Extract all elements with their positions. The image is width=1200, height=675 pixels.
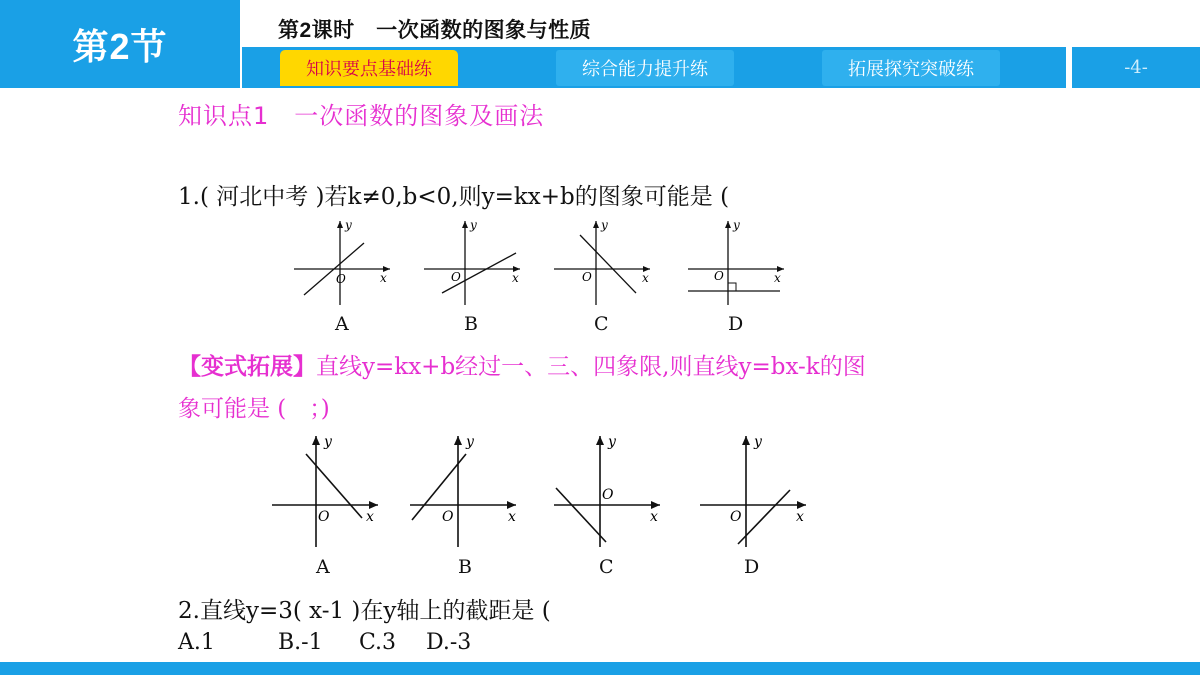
variant-graph-c-label: C — [599, 556, 614, 578]
variant-graph-b-origin: O — [442, 509, 454, 525]
q1-graph-a-y: y — [345, 218, 352, 232]
q1-graph-a-label: A — [335, 313, 349, 335]
q2-option-b: B.-1 — [278, 630, 323, 655]
q1-graph-c-origin: O — [582, 270, 592, 284]
q1-graph-d-x: x — [774, 271, 781, 285]
q1-graph-c-y: y — [601, 218, 608, 232]
q2-option-d: D.-3 — [426, 630, 472, 655]
variant-tag: 【变式拓展】 — [178, 354, 316, 380]
section-badge — [0, 0, 240, 88]
variant-graph-a — [268, 432, 388, 552]
q1-graph-b-x: x — [512, 271, 519, 285]
section-title: 第2节 — [72, 25, 168, 67]
q2-option-c: C.3 — [359, 630, 397, 655]
variant-line-2: 象可能是 ( ；) — [178, 396, 330, 422]
q1-graph-b-y: y — [470, 218, 477, 232]
tab-basic-practice[interactable]: 知识要点基础练 — [280, 50, 458, 86]
variant-graph-a-origin: O — [318, 509, 330, 525]
variant-graph-d-y: y — [754, 434, 762, 450]
variant-graph-b-x: x — [508, 509, 516, 525]
variant-graph-a-label: A — [316, 556, 330, 578]
question-1-text: 1.( 河北中考 )若k≠0,b<0,则y=kx+b的图象可能是 ( — [178, 184, 730, 210]
q1-graph-d-y: y — [733, 218, 740, 232]
bottom-bar — [0, 662, 1200, 675]
variant-graph-d-x: x — [796, 509, 804, 525]
q1-graph-a — [290, 215, 400, 310]
q1-graph-c — [550, 215, 660, 310]
q1-graph-c-label: C — [594, 313, 609, 335]
q1-graph-c-x: x — [642, 271, 649, 285]
knowledge-point-title: 知识点1 一次函数的图象及画法 — [178, 102, 545, 130]
variant-graph-d — [696, 432, 816, 552]
question-2-text: 2.直线y=3( x-1 )在y轴上的截距是 ( — [178, 598, 551, 624]
variant-graph-b — [406, 432, 526, 552]
q1-graph-d-origin: O — [714, 269, 724, 283]
variant-graph-b-y: y — [466, 434, 474, 450]
q1-graph-a-x: x — [380, 271, 387, 285]
variant-graph-c-y: y — [608, 434, 616, 450]
lesson-title: 第2课时 一次函数的图象与性质 — [278, 19, 592, 42]
q1-graph-b-origin: O — [451, 270, 461, 284]
q1-graph-d — [684, 215, 794, 310]
page-number-box — [1072, 47, 1200, 88]
q1-graph-a-origin: O — [336, 272, 346, 286]
variant-graph-b-label: B — [458, 556, 472, 578]
q1-graph-d-label: D — [728, 313, 744, 335]
variant-line-1 — [178, 348, 866, 381]
variant-graph-c-origin: O — [602, 487, 614, 503]
q1-graph-b-label: B — [464, 313, 478, 335]
variant-graph-a-y: y — [324, 434, 332, 450]
variant-graph-c-x: x — [650, 509, 658, 525]
q2-option-a: A.1 — [178, 630, 215, 655]
page-number: -4- — [1124, 57, 1148, 78]
variant-graph-a-x: x — [366, 509, 374, 525]
variant-graph-d-origin: O — [730, 509, 742, 525]
variant-graph-d-label: D — [744, 556, 760, 578]
tab-extension-practice[interactable]: 拓展探究突破练 — [822, 50, 1000, 86]
variant-text-1: 直线y=kx+b经过一、三、四象限,则直线y=bx-k的图 — [316, 354, 866, 380]
q1-graph-b — [420, 215, 530, 310]
tab-ability-practice[interactable]: 综合能力提升练 — [556, 50, 734, 86]
variant-graph-c — [550, 432, 670, 552]
